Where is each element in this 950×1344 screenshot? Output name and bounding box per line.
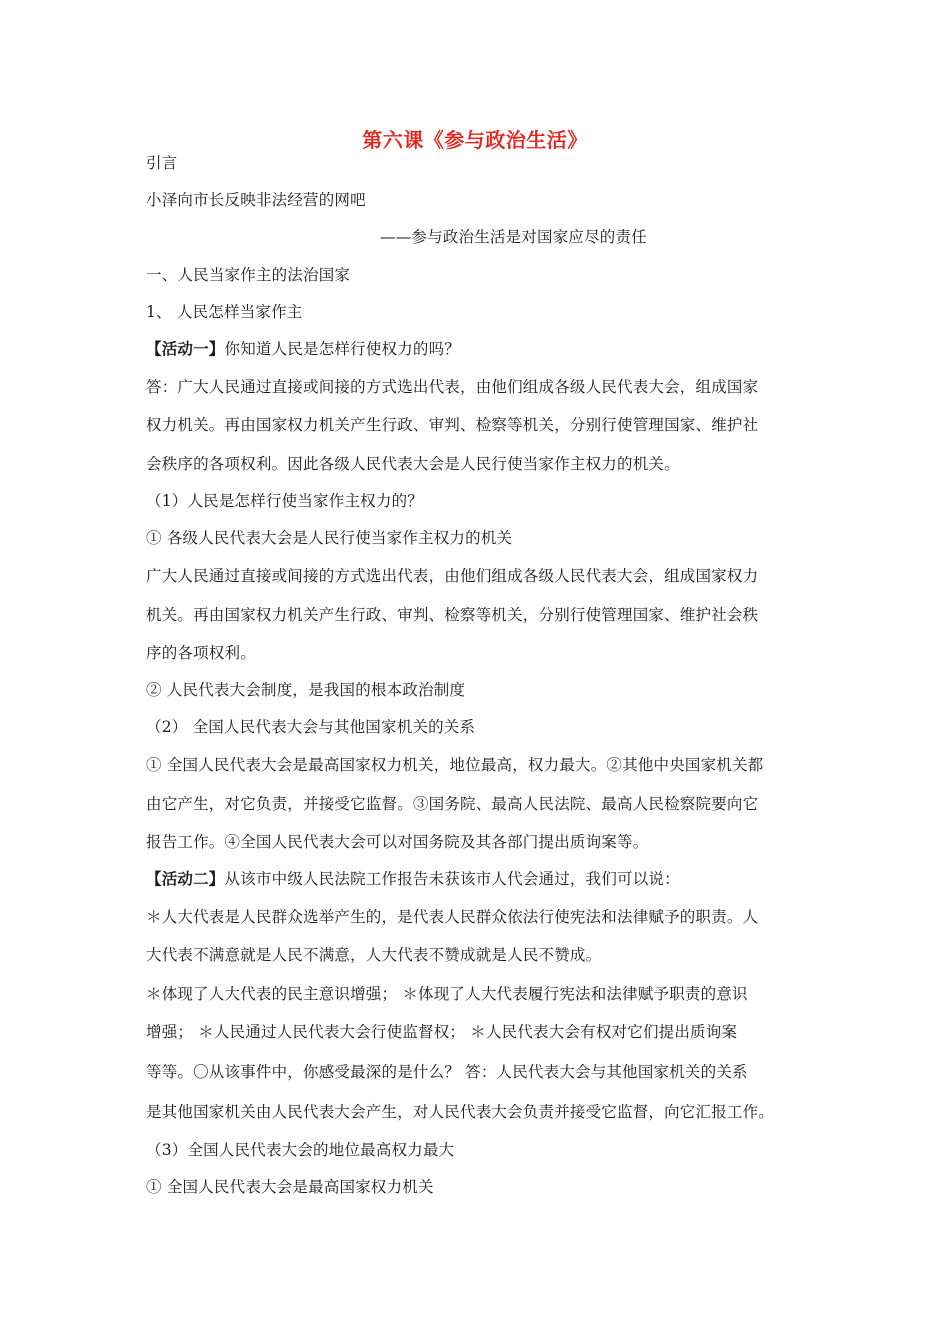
activity-two-text: 从该市中级人民法院工作报告未获该市人代会通过，我们可以说：: [224, 870, 680, 888]
point-line: ① 全国人民代表大会是最高国家权力机关: [146, 1178, 434, 1196]
point-heading: （2） 全国人民代表大会与其他国家机关的关系: [146, 718, 476, 736]
paragraph-line: 会秩序的各项权利。因此各级人民代表大会是人民行使当家作主权力的机关。: [146, 455, 680, 473]
activity-one-label: 【活动一】: [146, 339, 225, 358]
subsection-heading: 1、 人民怎样当家作主: [146, 303, 303, 321]
point-line: ① 各级人民代表大会是人民行使当家作主权力的机关: [146, 529, 513, 547]
paragraph-line: 广大人民通过直接或间接的方式选出代表，由他们组成各级人民代表大会，组成国家权力: [146, 567, 759, 585]
paragraph-line: ① 全国人民代表大会是最高国家权力机关，地位最高，权力最大。②其他中央国家机关都: [146, 756, 764, 774]
intro-heading: 引言: [146, 154, 178, 172]
activity-one-line: [146, 338, 460, 360]
paragraph-line: 是其他国家机关由人民代表大会产生，对人民代表大会负责并接受它监督，向它汇报工作。: [146, 1103, 775, 1121]
point-heading: （3）全国人民代表大会的地位最高权力最大: [146, 1141, 455, 1159]
paragraph-line: 增强； ＊人民通过人民代表大会行使监督权； ＊人民代表大会有权对它们提出质询案: [146, 1023, 738, 1041]
paragraph-line: 机关。再由国家权力机关产生行政、审判、检察等机关，分别行使管理国家、维护社会秩: [146, 606, 759, 624]
paragraph-line: ＊人大代表是人民群众选举产生的，是代表人民群众依法行使宪法和法律赋予的职责。人: [146, 908, 759, 926]
paragraph-line: 序的各项权利。: [146, 644, 256, 662]
page-title: 第六课《参与政治生活》: [362, 128, 588, 152]
paragraph-line: 大代表不满意就是人民不满意，人大代表不赞成就是人民不赞成。: [146, 946, 602, 964]
paragraph-line: 权力机关。再由国家权力机关产生行政、审判、检察等机关，分别行使管理国家、维护社: [146, 416, 759, 434]
point-heading: （1）人民是怎样行使当家作主权力的？: [146, 492, 423, 510]
intro-subtitle: ——参与政治生活是对国家应尽的责任: [380, 228, 647, 246]
paragraph-line: 由它产生，对它负责，并接受它监督。③国务院、最高人民法院、最高人民检察院要向它: [146, 795, 759, 813]
activity-two-label: 【活动二】: [146, 869, 225, 888]
paragraph-line: 等等。〇从该事件中，你感受最深的是什么？ 答：人民代表大会与其他国家机关的关系: [146, 1063, 748, 1081]
point-line: ② 人民代表大会制度，是我国的根本政治制度: [146, 681, 466, 699]
section-heading: 一、人民当家作主的法治国家: [146, 266, 351, 284]
activity-two-line: [146, 868, 680, 890]
paragraph-line: 报告工作。④全国人民代表大会可以对国务院及其各部门提出质询案等。: [146, 833, 649, 851]
intro-line: 小泽向市长反映非法经营的网吧: [146, 191, 366, 209]
paragraph-line: ＊体现了人大代表的民主意识增强； ＊体现了人大代表履行宪法和法律赋予职责的意识: [146, 985, 748, 1003]
paragraph-line: 答：广大人民通过直接或间接的方式选出代表，由他们组成各级人民代表大会，组成国家: [146, 378, 759, 396]
activity-one-question: 你知道人民是怎样行使权力的吗？: [224, 340, 461, 358]
